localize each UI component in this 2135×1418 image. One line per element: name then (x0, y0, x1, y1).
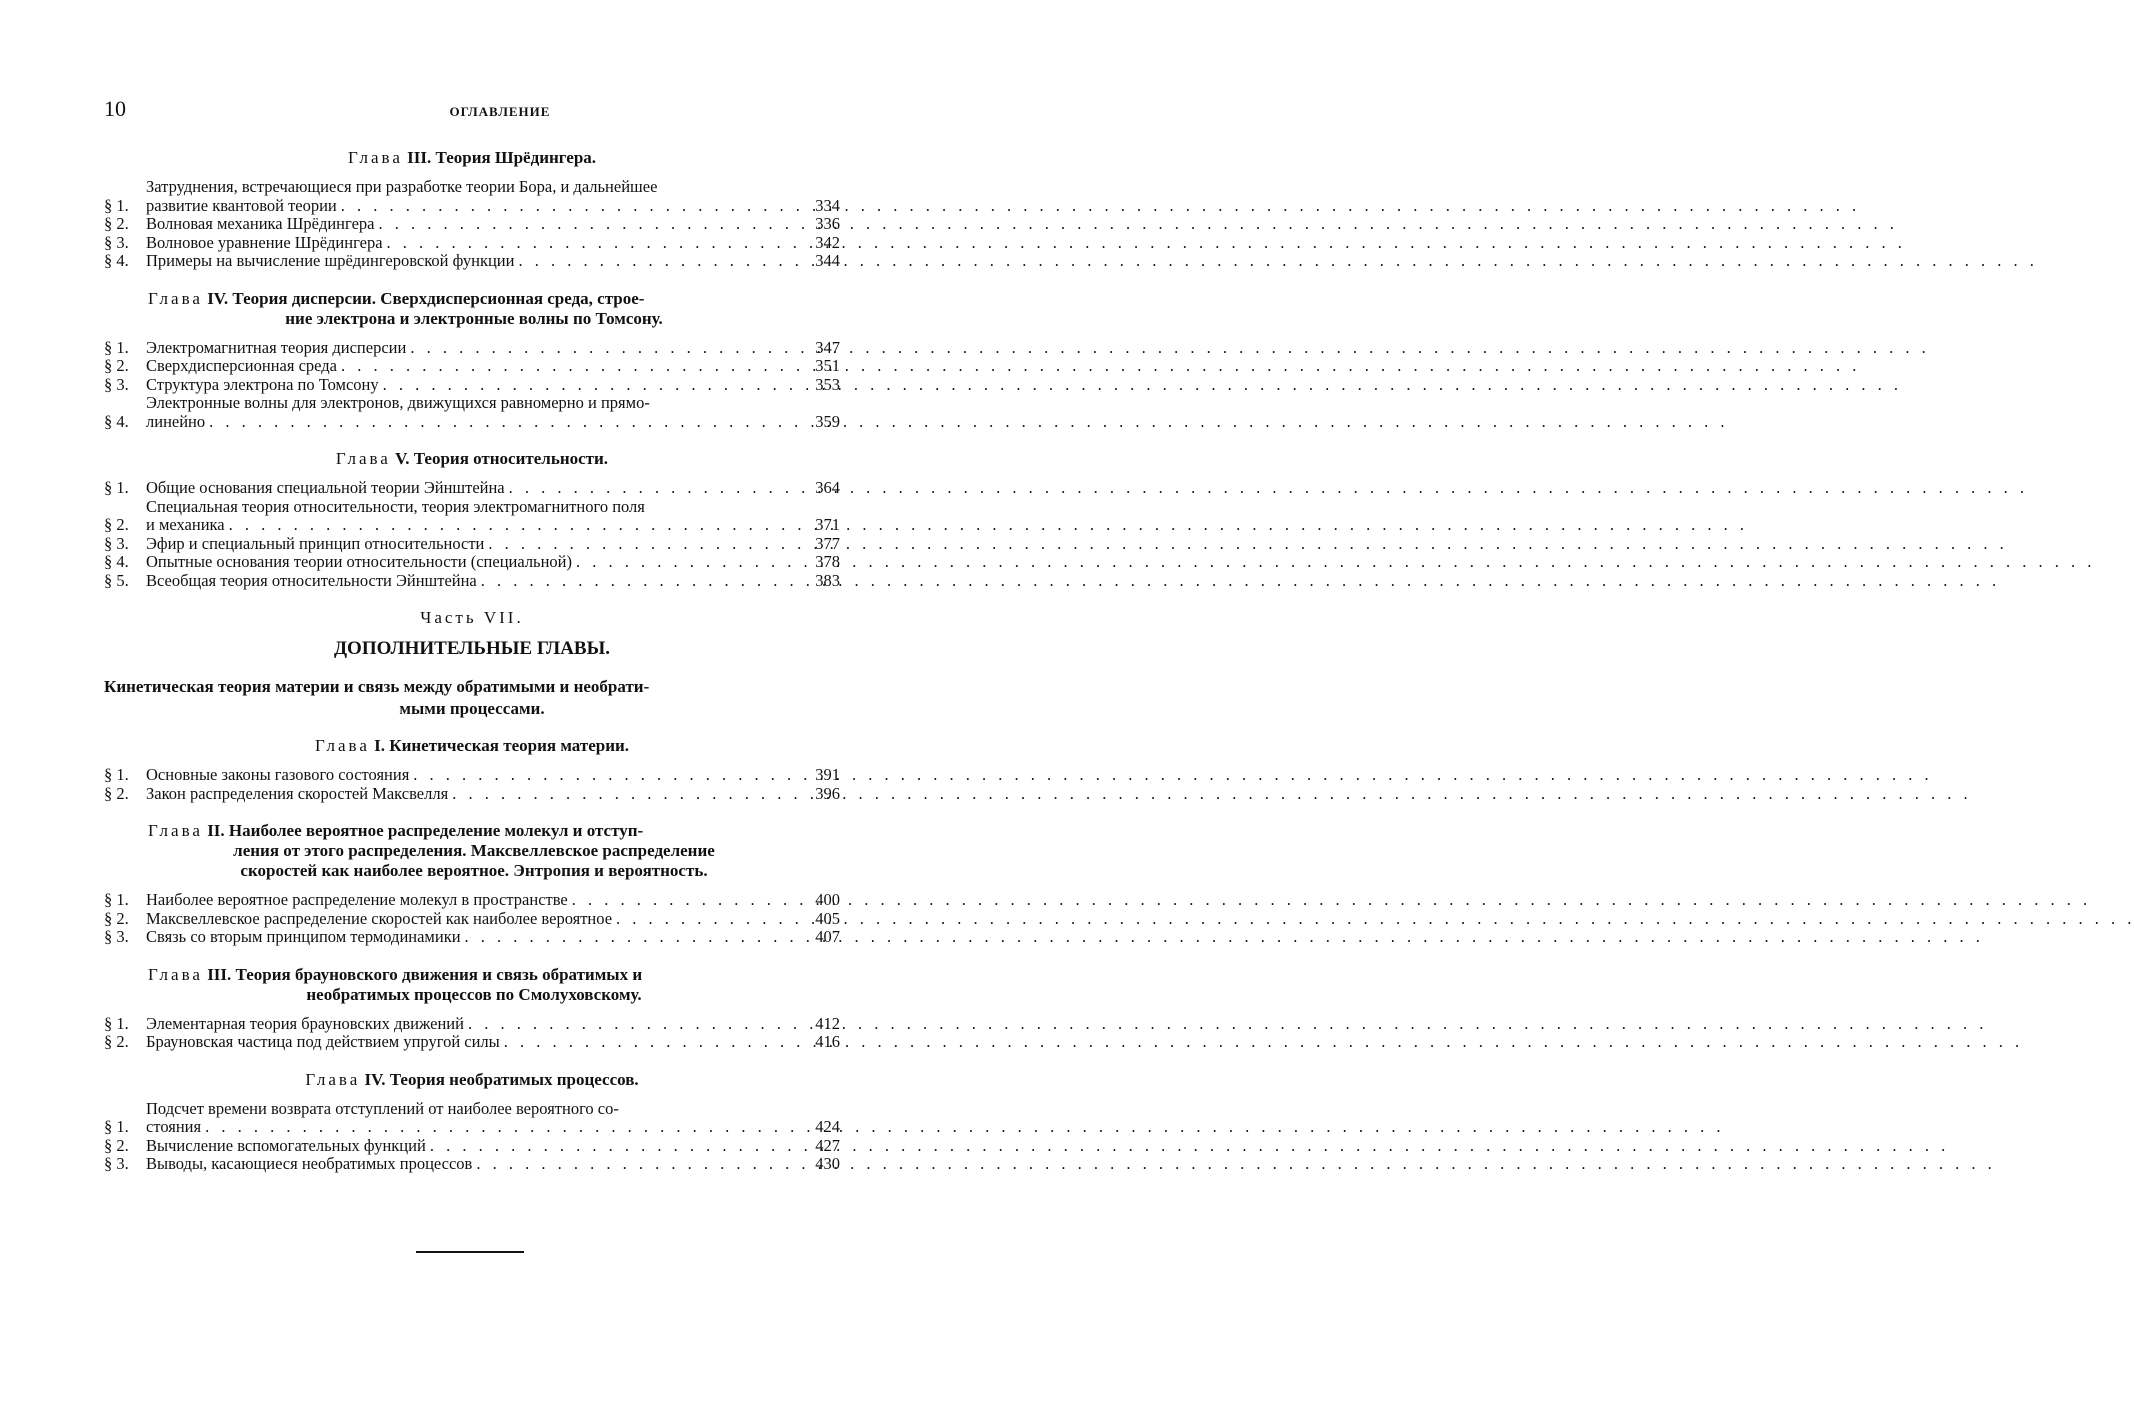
entry-body (146, 394, 810, 431)
chapter-heading (104, 736, 840, 756)
entry-title-line: Волновое уравнение Шрёдингера (146, 232, 383, 252)
entry-title-line: Примеры на вычисление шрёдингеровской функции (146, 251, 515, 270)
entry-last-line (146, 234, 810, 253)
entry-body (146, 357, 810, 376)
entry-section-number: § 3. (104, 927, 129, 946)
entry-section-number: § 2. (104, 1032, 129, 1051)
entry-page-number: 412 (815, 1013, 840, 1033)
entry-page-number: 364 (815, 478, 840, 497)
entry-body (146, 498, 810, 535)
entry-page-number: 334 (815, 195, 840, 215)
entry-title-line: Структура электрона по Томсону (146, 374, 379, 394)
chapter-title-line: Теория Шрёдингера. (435, 148, 597, 167)
entry-last-line (146, 910, 810, 929)
entry-title-line: Элементарная теория брауновских движений (146, 1013, 464, 1033)
entry-last-line (146, 928, 810, 947)
chapter-title-line: Теория необратимых процессов. (389, 1069, 639, 1089)
entry-page-number: 430 (815, 1154, 840, 1173)
entry-page-number: 427 (815, 1135, 840, 1155)
entry-section-number: § 3. (104, 232, 129, 252)
chapter-heading (104, 148, 840, 168)
entry-last-line (146, 215, 810, 234)
entry-last-line (146, 891, 810, 910)
entry-list (104, 339, 840, 432)
entry-section-number: § 2. (104, 783, 129, 803)
dot-leader (409, 766, 1932, 785)
entry-body (146, 891, 810, 910)
entry-body (146, 572, 810, 591)
entry-body (146, 1100, 810, 1137)
entry-title-line: Всеобщая теория относительности Эйнштейна (146, 570, 477, 590)
entry-page-number: 391 (815, 765, 840, 784)
entry-title-line: Выводы, касающиеся необратимых процессов (146, 1154, 473, 1173)
chapter-number: IV. (364, 1069, 386, 1089)
chapter-heading (104, 449, 840, 469)
entry-body (146, 910, 810, 929)
entry-last-line (146, 1015, 810, 1034)
entry-body (146, 215, 810, 234)
dot-leader (472, 1155, 1995, 1174)
dot-leader (500, 1033, 2023, 1052)
toc-entry (104, 1155, 840, 1174)
toc-entry (104, 535, 840, 554)
entry-title-line: Основные законы газового состояния (146, 765, 410, 784)
entry-page-number: 424 (815, 1117, 840, 1136)
chapter-title-line: необратимых процессов по Смолуховскому. (306, 984, 642, 1004)
entry-title-line: Опытные основания теории относительности (специальной) (146, 552, 572, 571)
toc-entry (104, 928, 840, 947)
chapter-number: II. (207, 821, 225, 840)
dot-leader (461, 928, 1984, 947)
entry-page-number: 416 (815, 1032, 840, 1051)
entry-title-line: Вычисление вспомогательных функций (146, 1135, 426, 1155)
entry-body (146, 1015, 810, 1034)
chapter-title-line: скоростей как наиболее вероятное. Энтропия и вероятность. (240, 861, 708, 880)
chapter-title-line: Теория относительности. (413, 449, 609, 468)
toc-entry (104, 1137, 840, 1156)
entry-last-line (146, 785, 810, 804)
chapter-heading (104, 821, 840, 881)
entry-last-line (146, 413, 810, 432)
entry-list (104, 479, 840, 590)
entry-body (146, 766, 810, 785)
entry-list (104, 178, 840, 271)
entry-page-number: 344 (815, 251, 840, 270)
entry-list (104, 766, 840, 803)
entry-last-line (146, 1137, 810, 1156)
toc-entry (104, 215, 840, 234)
entry-body (146, 928, 810, 947)
entry-section-number: § 1. (104, 195, 129, 215)
dot-leader (568, 891, 2091, 910)
chapter-word: Глава (148, 288, 203, 308)
page-number: 10 (104, 96, 126, 121)
dot-leader (505, 479, 2028, 498)
sections-group-a (104, 148, 840, 590)
entry-body (146, 1137, 810, 1156)
chapter-title-line: Теория дисперсии. Сверхдисперсионная среда, строе- (232, 288, 645, 308)
entry-section-number: § 4. (104, 411, 129, 431)
dot-leader (448, 785, 1971, 804)
toc-entry (104, 766, 840, 785)
part-subtitle (104, 676, 840, 720)
entry-last-line (146, 553, 810, 572)
entry-last-line (146, 516, 810, 535)
dot-leader (225, 516, 1748, 535)
part-subtitle-line: Кинетическая теория материи и связь между обратимыми и необрати- (104, 677, 650, 696)
dot-leader (477, 572, 2000, 591)
entry-title-line: Затруднения, встречающиеся при разработке теории Бора, и дальнейшее (146, 177, 658, 196)
entry-page-number: 377 (815, 533, 840, 553)
entry-section-number: § 4. (104, 552, 129, 571)
entry-section-number: § 1. (104, 765, 129, 784)
dot-leader (201, 1118, 1724, 1137)
entry-page-number: 383 (815, 570, 840, 590)
part-subtitle-line: мыми процессами. (399, 699, 545, 718)
entry-title-line: Наиболее вероятное распределение молекул в пространстве (146, 890, 568, 909)
toc-entry (104, 1033, 840, 1052)
entry-title-line: Подсчет времени возврата отступлений от наиболее вероятного со- (146, 1098, 619, 1118)
toc-entry (104, 785, 840, 804)
entry-title-line: Сверхдисперсионная среда (146, 356, 337, 375)
chapter-heading (104, 289, 840, 329)
chapter-title-line: Наиболее вероятное распределение молекул и отступ- (228, 821, 644, 840)
entry-section-number: § 2. (104, 1135, 129, 1155)
entry-title-line: линейно (146, 411, 206, 431)
entry-title-line: Связь со вторым принципом термодинамики (146, 927, 461, 946)
entry-last-line (146, 572, 810, 591)
entry-body (146, 535, 810, 554)
entry-title-line: стояния (146, 1117, 202, 1136)
entry-section-number: § 2. (104, 214, 129, 233)
part-number: VII. (483, 608, 524, 627)
entry-section-number: § 2. (104, 356, 129, 375)
dot-leader (426, 1137, 1949, 1156)
chapter-number: I. (374, 736, 385, 755)
toc-entry (104, 553, 840, 572)
toc-entry (104, 178, 840, 215)
entry-list (104, 1100, 840, 1174)
entry-last-line (146, 766, 810, 785)
entry-list (104, 1015, 840, 1052)
entry-title-line: Брауновская частица под действием упругой силы (146, 1032, 500, 1051)
table-of-contents (104, 148, 840, 1192)
chapter-word: Глава (148, 964, 203, 984)
entry-last-line (146, 197, 810, 216)
entry-page-number: 378 (815, 552, 840, 571)
dot-leader (514, 252, 2037, 271)
entry-last-line (146, 1155, 810, 1174)
toc-entry (104, 1100, 840, 1137)
chapter-title-line: Теория брауновского движения и связь обратимых и (235, 964, 643, 984)
chapter-title-line: ние электрона и электронные волны по Томсону. (285, 308, 663, 328)
entry-last-line (146, 535, 810, 554)
entry-title-line: Специальная теория относительности, теория электромагнитного поля (146, 496, 645, 516)
entry-body (146, 1033, 810, 1052)
dot-leader (379, 376, 1902, 395)
entry-section-number: § 2. (104, 908, 129, 928)
part-heading (104, 608, 840, 628)
chapter-number: III. (407, 148, 432, 167)
entry-body (146, 339, 810, 358)
entry-body (146, 553, 810, 572)
entry-page-number: 336 (815, 214, 840, 233)
dot-leader (337, 197, 1860, 216)
chapter-title-line: Кинетическая теория материи. (389, 736, 630, 755)
entry-section-number: § 1. (104, 890, 129, 909)
chapter-word: Глава (335, 449, 391, 468)
toc-entry (104, 910, 840, 929)
entry-body (146, 178, 810, 215)
entry-last-line (146, 1033, 810, 1052)
entry-title-line: Электронные волны для электронов, движущихся равномерно и прямо- (146, 393, 650, 412)
end-rule (416, 1251, 524, 1253)
toc-entry (104, 357, 840, 376)
entry-page-number: 359 (815, 411, 840, 431)
dot-leader (572, 553, 2095, 572)
entry-body (146, 785, 810, 804)
dot-leader (337, 357, 1860, 376)
entry-last-line (146, 376, 810, 395)
entry-title-line: Общие основания специальной теории Эйнштейна (146, 478, 505, 497)
entry-last-line (146, 357, 810, 376)
entry-list (104, 891, 840, 947)
toc-entry (104, 572, 840, 591)
toc-entry (104, 252, 840, 271)
entry-body (146, 234, 810, 253)
entry-section-number: § 1. (104, 337, 129, 357)
toc-page (0, 0, 1000, 1418)
chapter-word: Глава (305, 1069, 361, 1089)
part-word: Часть (420, 608, 477, 627)
dot-leader (484, 535, 2007, 554)
running-head: ОГЛАВЛЕНИЕ (449, 104, 551, 119)
toc-entry (104, 234, 840, 253)
toc-entry (104, 479, 840, 498)
dot-leader (464, 1015, 1987, 1034)
entry-body (146, 376, 810, 395)
entry-body (146, 479, 810, 498)
entry-page-number: 371 (815, 515, 840, 534)
entry-title-line: Волновая механика Шрёдингера (146, 214, 375, 233)
entry-page-number: 347 (815, 337, 840, 357)
entry-section-number: § 2. (104, 515, 129, 534)
chapter-number: V. (395, 449, 410, 468)
entry-title-line: Электромагнитная теория дисперсии (146, 337, 407, 357)
toc-entry (104, 394, 840, 431)
entry-last-line (146, 479, 810, 498)
sections-group-b (104, 736, 840, 1174)
dot-leader (374, 215, 1897, 234)
entry-section-number: § 1. (104, 478, 129, 497)
entry-section-number: § 3. (104, 374, 129, 394)
toc-entry (104, 339, 840, 358)
dot-leader (612, 910, 2135, 929)
entry-section-number: § 3. (104, 533, 129, 553)
chapter-heading (104, 1070, 840, 1090)
entry-title-line: и механика (146, 515, 225, 534)
entry-title-line: Эфир и специальный принцип относительности (146, 533, 485, 553)
chapter-heading (104, 965, 840, 1005)
entry-section-number: § 3. (104, 1154, 129, 1173)
dot-leader (406, 339, 1929, 358)
toc-entry (104, 498, 840, 535)
chapter-number: IV. (207, 288, 229, 308)
entry-section-number: § 1. (104, 1117, 129, 1136)
toc-entry (104, 376, 840, 395)
entry-last-line (146, 252, 810, 271)
entry-section-number: § 4. (104, 251, 129, 270)
chapter-word: Глава (314, 736, 370, 755)
entry-body (146, 1155, 810, 1174)
entry-page-number: 407 (815, 927, 840, 946)
chapter-title-line: ления от этого распределения. Максвеллевское распределение (233, 841, 715, 860)
chapter-word: Глава (148, 821, 203, 840)
entry-section-number: § 1. (104, 1013, 129, 1033)
toc-entry (104, 891, 840, 910)
chapter-number: III. (207, 964, 232, 984)
entry-last-line (146, 339, 810, 358)
entry-title-line: Закон распределения скоростей Максвелля (146, 783, 449, 803)
entry-section-number: § 5. (104, 570, 129, 590)
entry-title-line: развитие квантовой теории (146, 195, 337, 215)
entry-page-number: 405 (815, 908, 840, 928)
chapter-word: Глава (347, 148, 403, 167)
entry-last-line (146, 1118, 810, 1137)
entry-title-line: Максвеллевское распределение скоростей как наиболее вероятное (146, 908, 613, 928)
entry-page-number: 353 (815, 374, 840, 394)
entry-page-number: 400 (815, 890, 840, 909)
entry-page-number: 342 (815, 232, 840, 252)
entry-page-number: 396 (815, 783, 840, 803)
dot-leader (383, 234, 1906, 253)
part-title: ДОПОЛНИТЕЛЬНЫЕ ГЛАВЫ. (333, 638, 611, 659)
entry-page-number: 351 (815, 356, 840, 375)
entry-body (146, 252, 810, 271)
dot-leader (205, 413, 1728, 432)
toc-entry (104, 1015, 840, 1034)
